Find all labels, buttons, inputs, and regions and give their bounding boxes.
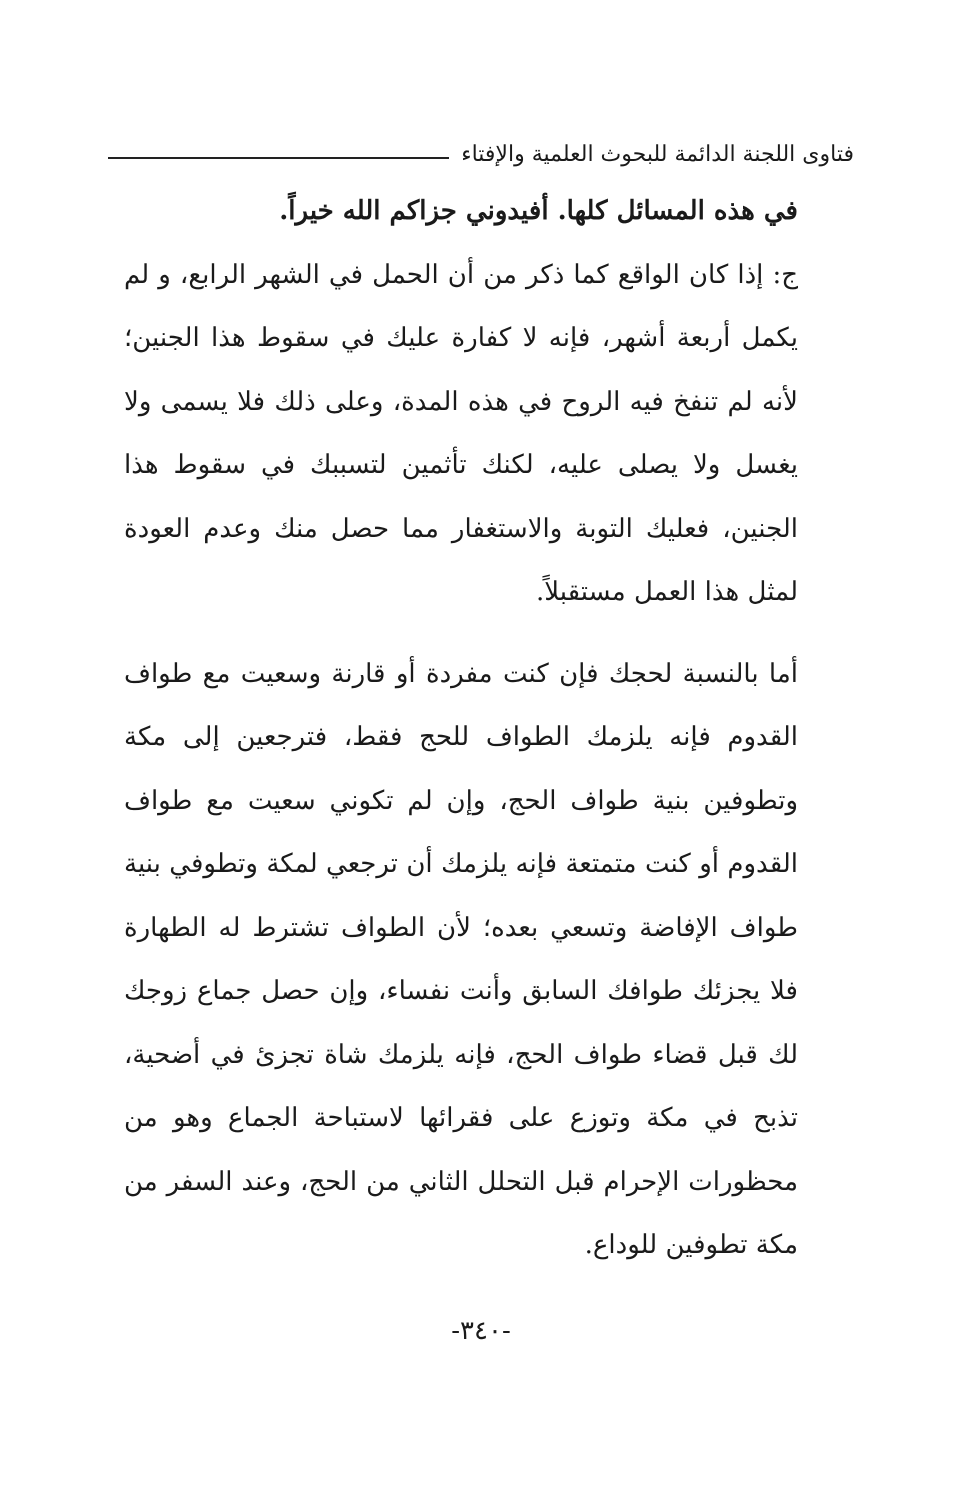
question-ending: في هذه المسائل كلها. أفيدوني جزاكم الله خيراً.: [279, 196, 798, 226]
answer-paragraph: ج: إذا كان الواقع كما ذكر من أن الحمل في الشهر الرابع، و لم يكمل أربعة أشهر، فإنه لا كفارة عليك في سقوط هذا الجنين؛ لأنه لم تنفخ فيه الروح في هذه المدة، وعلى ذلك فلا يسمى ولا يغسل ولا يصلى عليه، لكنك تأثمين لتسببك في سقوط هذا الجنين، فعليك التوبة والاستغفار مما حصل منك وعدم العودة لمثل هذا العمل مستقبلاً.: [124, 259, 798, 607]
running-header-title: فتاوى اللجنة الدائمة للبحوث العلمية والإفتاء: [461, 141, 854, 167]
running-header: [108, 136, 854, 172]
header-rule: [108, 157, 449, 159]
body-text: [124, 180, 834, 1278]
hajj-paragraph: أما بالنسبة لحجك فإن كنت مفردة أو قارنة وسعيت مع طواف القدوم فإنه يلزمك الطواف للحج فقط، فترجعين إلى مكة وتطوفين بنية طواف الحج، وإن لم تكوني سعيت مع طواف القدوم أو كنت متمتعة فإنه يلزمك أن ترجعي لمكة وتطوفي بنية طواف الإفاضة وتسعي بعده؛ لأن الطواف تشترط له الطهارة فلا يجزئك طوافك السابق وأنت نفساء، وإن حصل جماع زوجك لك قبل قضاء طواف الحج، فإنه يلزمك شاة تجزئ في أضحية، تذبح في مكة وتوزع على فقرائها لاستباحة الجماع وهو من محظورات الإحرام قبل التحلل الثاني من الحج، وعند السفر من مكة تطوفين للوداع.: [124, 658, 798, 1260]
page-number: -٣٤٠-: [451, 1316, 511, 1346]
